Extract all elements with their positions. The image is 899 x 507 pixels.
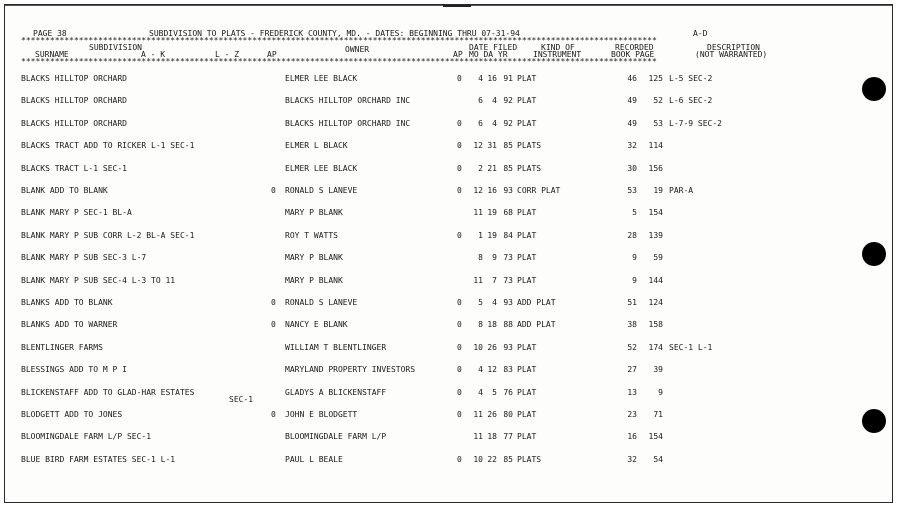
record-ap: 0 [457,387,462,397]
record-book: 51 [627,298,637,307]
record-page: 39 [653,365,663,375]
record-instrument: PLAT [517,275,537,285]
record-instrument: CORR PLAT [517,186,561,195]
record-owner: MARY P BLANK [285,208,343,218]
record-owner: BLOOMINGDALE FARM L/P [285,432,387,442]
record-day: 12 [487,365,497,375]
record-owner: ELMER LEE BLACK [285,74,358,83]
record-month: 11 [473,410,483,419]
record-year: 73 [503,275,513,285]
col-a-k: A - K [141,50,166,59]
record-ap: 0 [457,342,462,352]
record-instrument: ADD PLAT [517,298,556,307]
record-day: 18 [487,432,497,442]
record-subdivision: BLACKS HILLTOP ORCHARD [21,96,127,106]
record-year: 92 [503,118,513,128]
record-instrument: PLAT [517,118,537,128]
record-subdivision: BLESSINGS ADD TO M P I [21,365,127,375]
record-instrument: PLAT [517,74,537,83]
record-page: 53 [653,118,663,128]
record-page: 19 [653,186,663,195]
record-instrument: PLAT [517,432,537,442]
col-not-warranted: (NOT WARRANTED) [695,50,768,59]
record-ap: 0 [457,454,462,464]
record-page: 154 [648,208,663,218]
record-subdivision: BLUE BIRD FARM ESTATES SEC-1 L-1 [21,454,176,464]
record-day: 4 [492,118,497,128]
record-ap: 0 [457,298,462,307]
table-row [5,432,892,446]
col-mo-da-yr: MO DA YR [469,50,508,59]
table-row [5,276,892,290]
col-description: DESCRIPTION [707,43,760,52]
table-row [5,455,892,469]
record-subdivision: BLANKS ADD TO WARNER [21,320,118,330]
record-page: 114 [648,141,663,151]
record-description: L-6 SEC-2 [669,96,713,106]
record-ap: 0 [457,74,462,83]
record-month: 8 [478,253,483,263]
record-owner: GLADYS A BLICKENSTAFF [285,387,387,397]
table-row [5,343,892,357]
record-owner: BLACKS HILLTOP ORCHARD INC [285,118,411,128]
record-month: 6 [478,96,483,106]
table-row [5,410,892,424]
record-subdivision: BLACKS HILLTOP ORCHARD [21,74,127,83]
table-row [5,365,892,379]
record-instrument: PLAT [517,410,537,419]
record-day: 18 [487,320,497,330]
record-year: 77 [503,432,513,442]
record-owner: RONALD S LANEVE [285,298,358,307]
record-book: 30 [627,163,637,173]
col-book-page: BOOK PAGE [611,50,655,59]
record-instrument: PLATS [517,163,542,173]
record-month: 11 [473,275,483,285]
col-surname: SURNAME [35,50,69,59]
record-page: 144 [648,275,663,285]
record-month: 12 [473,186,483,195]
record-subdivision: BLICKENSTAFF ADD TO GLAD-HAR ESTATES [21,387,195,397]
record-instrument: PLAT [517,253,537,263]
record-owner: MARY P BLANK [285,253,343,263]
record-day: 22 [487,454,497,464]
record-ap: 0 [457,410,462,419]
star-rule-bottom: ************************************************************************************************************************************ [21,57,657,66]
record-instrument: PLAT [517,365,537,375]
record-month: 11 [473,208,483,218]
record-book: 38 [627,320,637,330]
record-page: 9 [658,387,663,397]
record-subdivision: BLODGETT ADD TO JONES [21,410,123,419]
record-book: 16 [627,432,637,442]
punch-hole [862,409,886,433]
record-page: 52 [653,96,663,106]
table-row [5,186,892,200]
report-title: SUBDIVISION TO PLATS - FREDERICK COUNTY, MD. - DATES: BEGINNING THRU 07-31-94 [149,29,520,38]
record-owner: RONALD S LANEVE [285,186,358,195]
col-l-z: L - Z [215,50,240,59]
col-ap1: AP [267,50,277,59]
record-ap: 0 [457,230,462,240]
record-year: 93 [503,298,513,307]
record-page: 124 [648,298,663,307]
punch-hole [862,242,886,266]
record-page: 59 [653,253,663,263]
col-instrument: INSTRUMENT [533,50,582,59]
record-subdivision: BLACKS TRACT ADD TO RICKER L-1 SEC-1 [21,141,195,151]
record-book: 28 [627,230,637,240]
table-row [5,253,892,267]
record-month: 5 [478,298,483,307]
record-subdivision: BLANK MARY P SUB SEC-4 L-3 TO 11 [21,275,176,285]
record-book: 49 [627,96,637,106]
record-year: 85 [503,454,513,464]
record-subdivision: BLANK MARY P SEC-1 BL-A [21,208,132,218]
record-day: 19 [487,208,497,218]
record-month: 4 [478,387,483,397]
record-description: L-7-9 SEC-2 [669,118,722,128]
record-subdivision: BLACKS HILLTOP ORCHARD [21,118,127,128]
record-book: 49 [627,118,637,128]
record-ap: 0 [457,365,462,375]
record-page: 154 [648,432,663,442]
record-ap: 0 [457,141,462,151]
record-ap: 0 [457,186,462,195]
record-subdivision: BLANK MARY P SUB SEC-3 L-7 [21,253,147,263]
record-day: 16 [487,74,497,83]
record-year: 76 [503,387,513,397]
record-description: PAR-A [669,186,694,195]
record-page: 174 [648,342,663,352]
record-book: 9 [632,253,637,263]
record-owner: BLACKS HILLTOP ORCHARD INC [285,96,411,106]
record-owner: ELMER LEE BLACK [285,163,358,173]
record-year: 92 [503,96,513,106]
record-month: 10 [473,342,483,352]
record-day: 5 [492,387,497,397]
record-year: 85 [503,163,513,173]
record-description: SEC-1 L-1 [669,342,713,352]
record-month: 2 [478,163,483,173]
record-ap: 0 [457,163,462,173]
record-book: 5 [632,208,637,218]
table-row [5,96,892,110]
record-book: 32 [627,141,637,151]
document-page [4,4,893,503]
record-page: 158 [648,320,663,330]
record-page: 54 [653,454,663,464]
record-book: 52 [627,342,637,352]
record-page: 71 [653,410,663,419]
record-month: 11 [473,432,483,442]
record-owner: JOHN E BLODGETT [285,410,358,419]
page-number: PAGE 38 [33,29,67,38]
record-day: 19 [487,230,497,240]
record-month: 6 [478,118,483,128]
scan-mark [443,5,471,7]
record-subdivision: BLANKS ADD TO BLANK [21,298,113,307]
record-month: 12 [473,141,483,151]
record-year: 88 [503,320,513,330]
record-year: 93 [503,342,513,352]
record-owner: WILLIAM T BLENTLINGER [285,342,387,352]
record-book: 9 [632,275,637,285]
col-owner: OWNER [345,45,370,54]
record-ap-lz: 0 [271,186,276,195]
record-year: 80 [503,410,513,419]
table-row [5,74,892,88]
record-day: 7 [492,275,497,285]
record-description: L-5 SEC-2 [669,74,713,83]
record-subdivision: BLANK MARY P SUB CORR L-2 BL-A SEC-1 [21,230,195,240]
record-day: 31 [487,141,497,151]
table-row [5,298,892,312]
record-owner: ROY T WATTS [285,230,338,240]
record-instrument: PLATS [517,454,542,464]
table-row [5,164,892,178]
letter-range: A-D [693,29,708,38]
record-day: 16 [487,186,497,195]
record-owner: NANCY E BLANK [285,320,348,330]
record-month: 4 [478,365,483,375]
record-book: 46 [627,74,637,83]
star-rule-top: ************************************************************************************************************************************ [21,36,657,45]
col-date-filed: DATE FILED [469,43,518,52]
record-owner: PAUL L BEALE [285,454,343,464]
record-instrument: PLAT [517,208,537,218]
punch-hole [862,77,886,101]
record-book: 27 [627,365,637,375]
record-instrument: PLAT [517,230,537,240]
record-day: 4 [492,96,497,106]
record-year: 85 [503,141,513,151]
record-instrument: PLAT [517,387,537,397]
record-subdivision: BLOOMINGDALE FARM L/P SEC-1 [21,432,152,442]
record-ap-lz: 0 [271,320,276,330]
record-ap-lz: 0 [271,410,276,419]
record-day: 9 [492,253,497,263]
record-page: 125 [648,74,663,83]
record-year: 84 [503,230,513,240]
col-recorded: RECORDED [615,43,654,52]
record-year: 73 [503,253,513,263]
record-year: 93 [503,186,513,195]
record-ap: 0 [457,118,462,128]
table-row [5,208,892,222]
record-book: 32 [627,454,637,464]
record-owner: MARYLAND PROPERTY INVESTORS [285,365,416,375]
record-subdivision: BLACKS TRACT L-1 SEC-1 [21,163,127,173]
record-year: 83 [503,365,513,375]
record-subdivision: BLANK ADD TO BLANK [21,186,108,195]
col-kind-of: KIND OF [541,43,575,52]
record-instrument: ADD PLAT [517,320,556,330]
record-book: 53 [627,186,637,195]
col-subdivision: SUBDIVISION [89,43,142,52]
record-month: 10 [473,454,483,464]
table-row [5,141,892,155]
record-month: 8 [478,320,483,330]
record-instrument: PLAT [517,96,537,106]
record-subdivision: BLENTLINGER FARMS [21,342,103,352]
table-row [5,231,892,245]
table-row [5,320,892,334]
record-ap: 0 [457,320,462,330]
col-ap2: AP [453,50,463,59]
record-day: 26 [487,410,497,419]
record-month: 1 [478,230,483,240]
record-day: 26 [487,342,497,352]
record-subdivision-cont: SEC-1 [229,394,254,404]
record-book: 13 [627,387,637,397]
record-year: 91 [503,74,513,83]
record-instrument: PLAT [517,342,537,352]
record-owner: MARY P BLANK [285,275,343,285]
record-day: 4 [492,298,497,307]
record-page: 139 [648,230,663,240]
table-row [5,119,892,133]
record-instrument: PLATS [517,141,542,151]
record-year: 68 [503,208,513,218]
table-row [5,388,892,402]
record-book: 23 [627,410,637,419]
record-owner: ELMER L BLACK [285,141,348,151]
record-month: 4 [478,74,483,83]
record-day: 21 [487,163,497,173]
record-ap-lz: 0 [271,298,276,307]
record-page: 156 [648,163,663,173]
